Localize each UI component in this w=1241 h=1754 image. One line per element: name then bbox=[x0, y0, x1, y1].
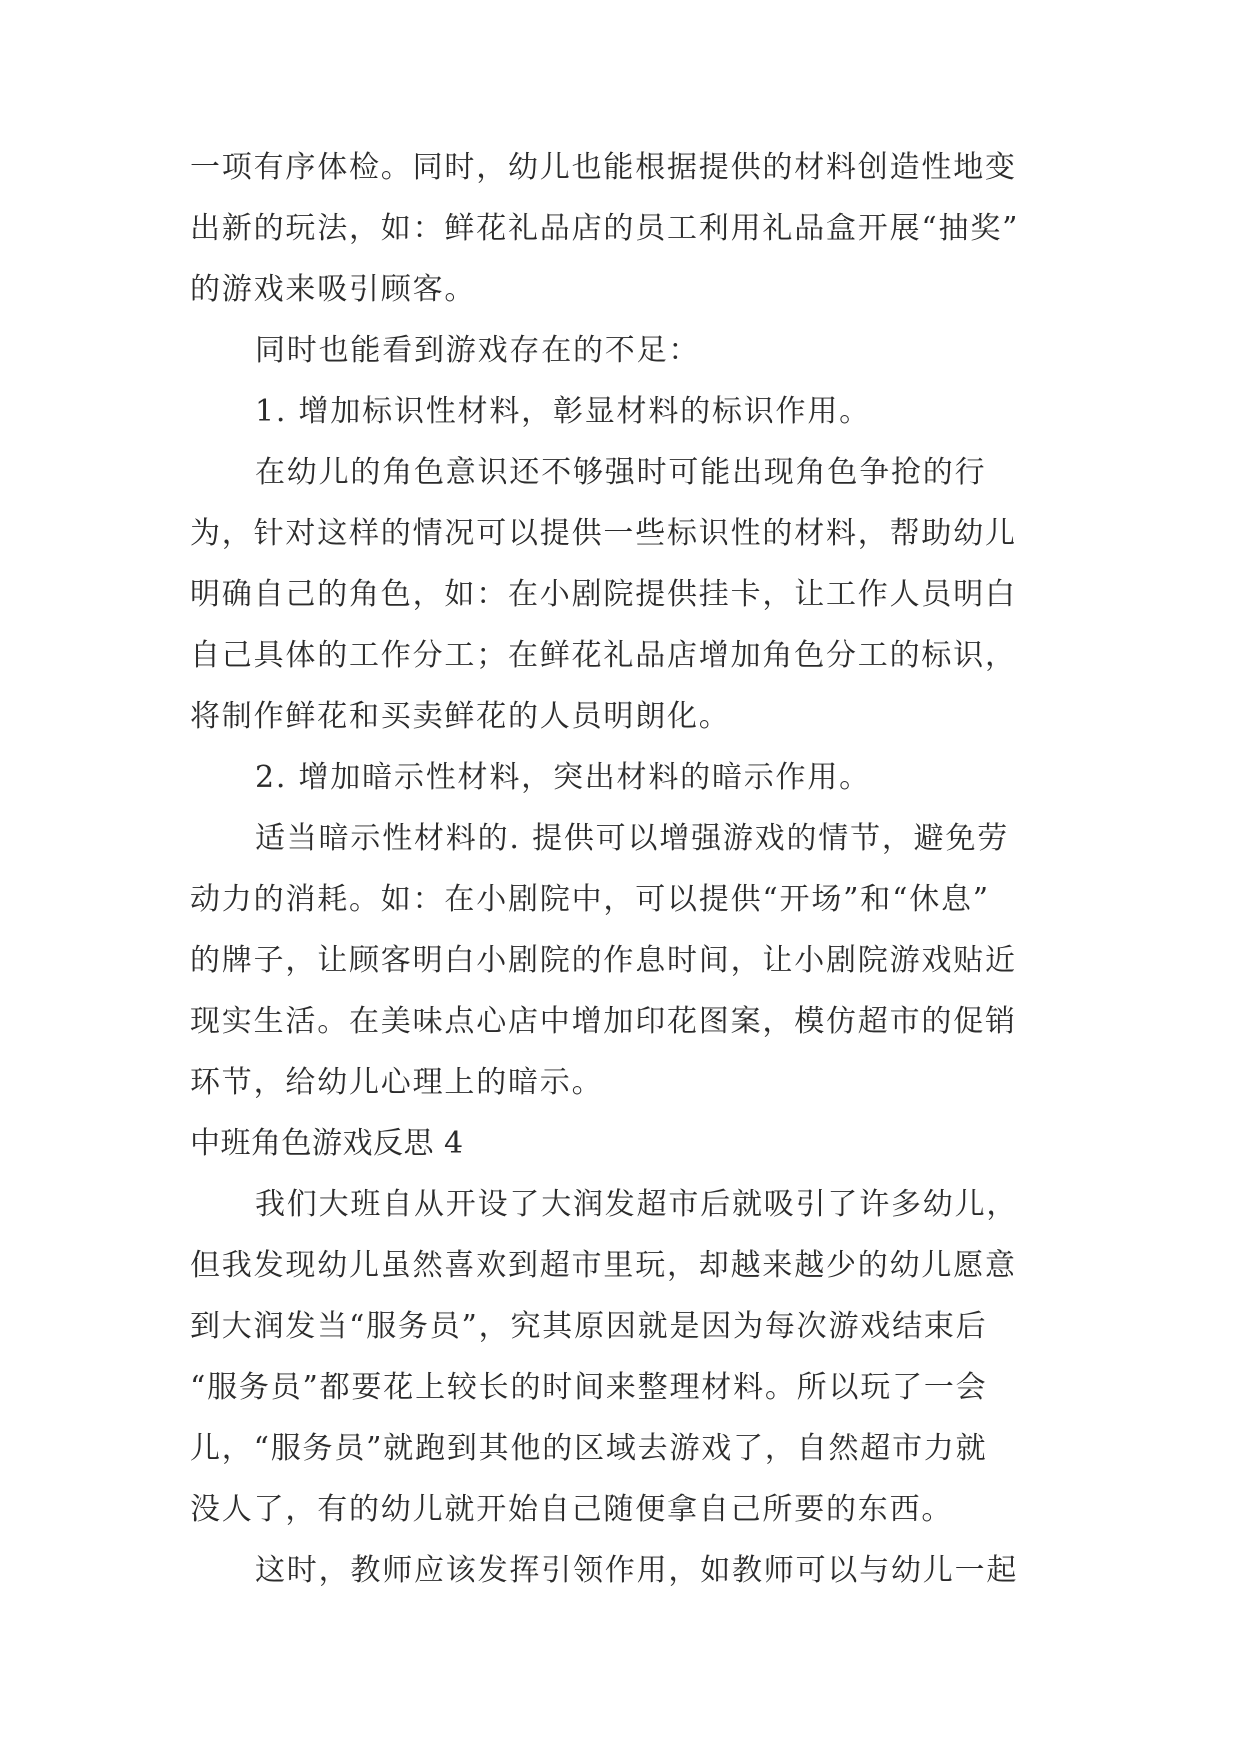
paragraph-line: 动力的消耗。如：在小剧院中，可以提供“开场”和“休息” bbox=[190, 882, 990, 917]
paragraph-line: 环节，给幼儿心理上的暗示。 bbox=[190, 1065, 604, 1100]
paragraph-line: 一项有序体检。同时，幼儿也能根据提供的材料创造性地变 bbox=[190, 150, 1017, 185]
paragraph-line: 将制作鲜花和买卖鲜花的人员明朗化。 bbox=[190, 699, 731, 734]
paragraph-line: 我们大班自从开设了大润发超市后就吸引了许多幼儿， bbox=[255, 1187, 1019, 1222]
paragraph-line: 出新的玩法，如：鲜花礼品店的员工利用礼品盒开展“抽奖” bbox=[190, 211, 1020, 246]
paragraph-line: 在幼儿的角色意识还不够强时可能出现角色争抢的行 bbox=[255, 455, 987, 490]
paragraph-line: “服务员”都要花上较长的时间来整理材料。所以玩了一会 bbox=[190, 1370, 988, 1405]
list-item: 2. 增加暗示性材料，突出材料的暗示作用。 bbox=[255, 760, 871, 795]
paragraph-line: 的游戏来吸引顾客。 bbox=[190, 272, 477, 307]
paragraph-line: 没人了，有的幼儿就开始自己随便拿自己所要的东西。 bbox=[190, 1492, 954, 1527]
paragraph-line: 适当暗示性材料的. 提供可以增强游戏的情节，避免劳 bbox=[255, 821, 1010, 856]
paragraph-line: 现实生活。在美味点心店中增加印花图案，模仿超市的促销 bbox=[190, 1004, 1017, 1039]
section-heading: 中班角色游戏反思 4 bbox=[190, 1126, 464, 1161]
paragraph-line: 同时也能看到游戏存在的不足： bbox=[255, 333, 701, 368]
paragraph-line: 的牌子，让顾客明白小剧院的作息时间，让小剧院游戏贴近 bbox=[190, 943, 1017, 978]
paragraph-line: 但我发现幼儿虽然喜欢到超市里玩，却越来越少的幼儿愿意 bbox=[190, 1248, 1017, 1283]
paragraph-line: 到大润发当“服务员”，究其原因就是因为每次游戏结束后 bbox=[190, 1309, 988, 1344]
paragraph-line: 自己具体的工作分工；在鲜花礼品店增加角色分工的标识， bbox=[190, 638, 1017, 673]
paragraph-line: 儿，“服务员”就跑到其他的区域去游戏了，自然超市力就 bbox=[190, 1431, 988, 1466]
list-item: 1. 增加标识性材料，彰显材料的标识作用。 bbox=[255, 394, 871, 429]
paragraph-line: 为，针对这样的情况可以提供一些标识性的材料，帮助幼儿 bbox=[190, 516, 1017, 551]
paragraph-line: 明确自己的角色，如：在小剧院提供挂卡，让工作人员明白 bbox=[190, 577, 1017, 612]
paragraph-line: 这时，教师应该发挥引领作用，如教师可以与幼儿一起 bbox=[255, 1553, 1019, 1588]
